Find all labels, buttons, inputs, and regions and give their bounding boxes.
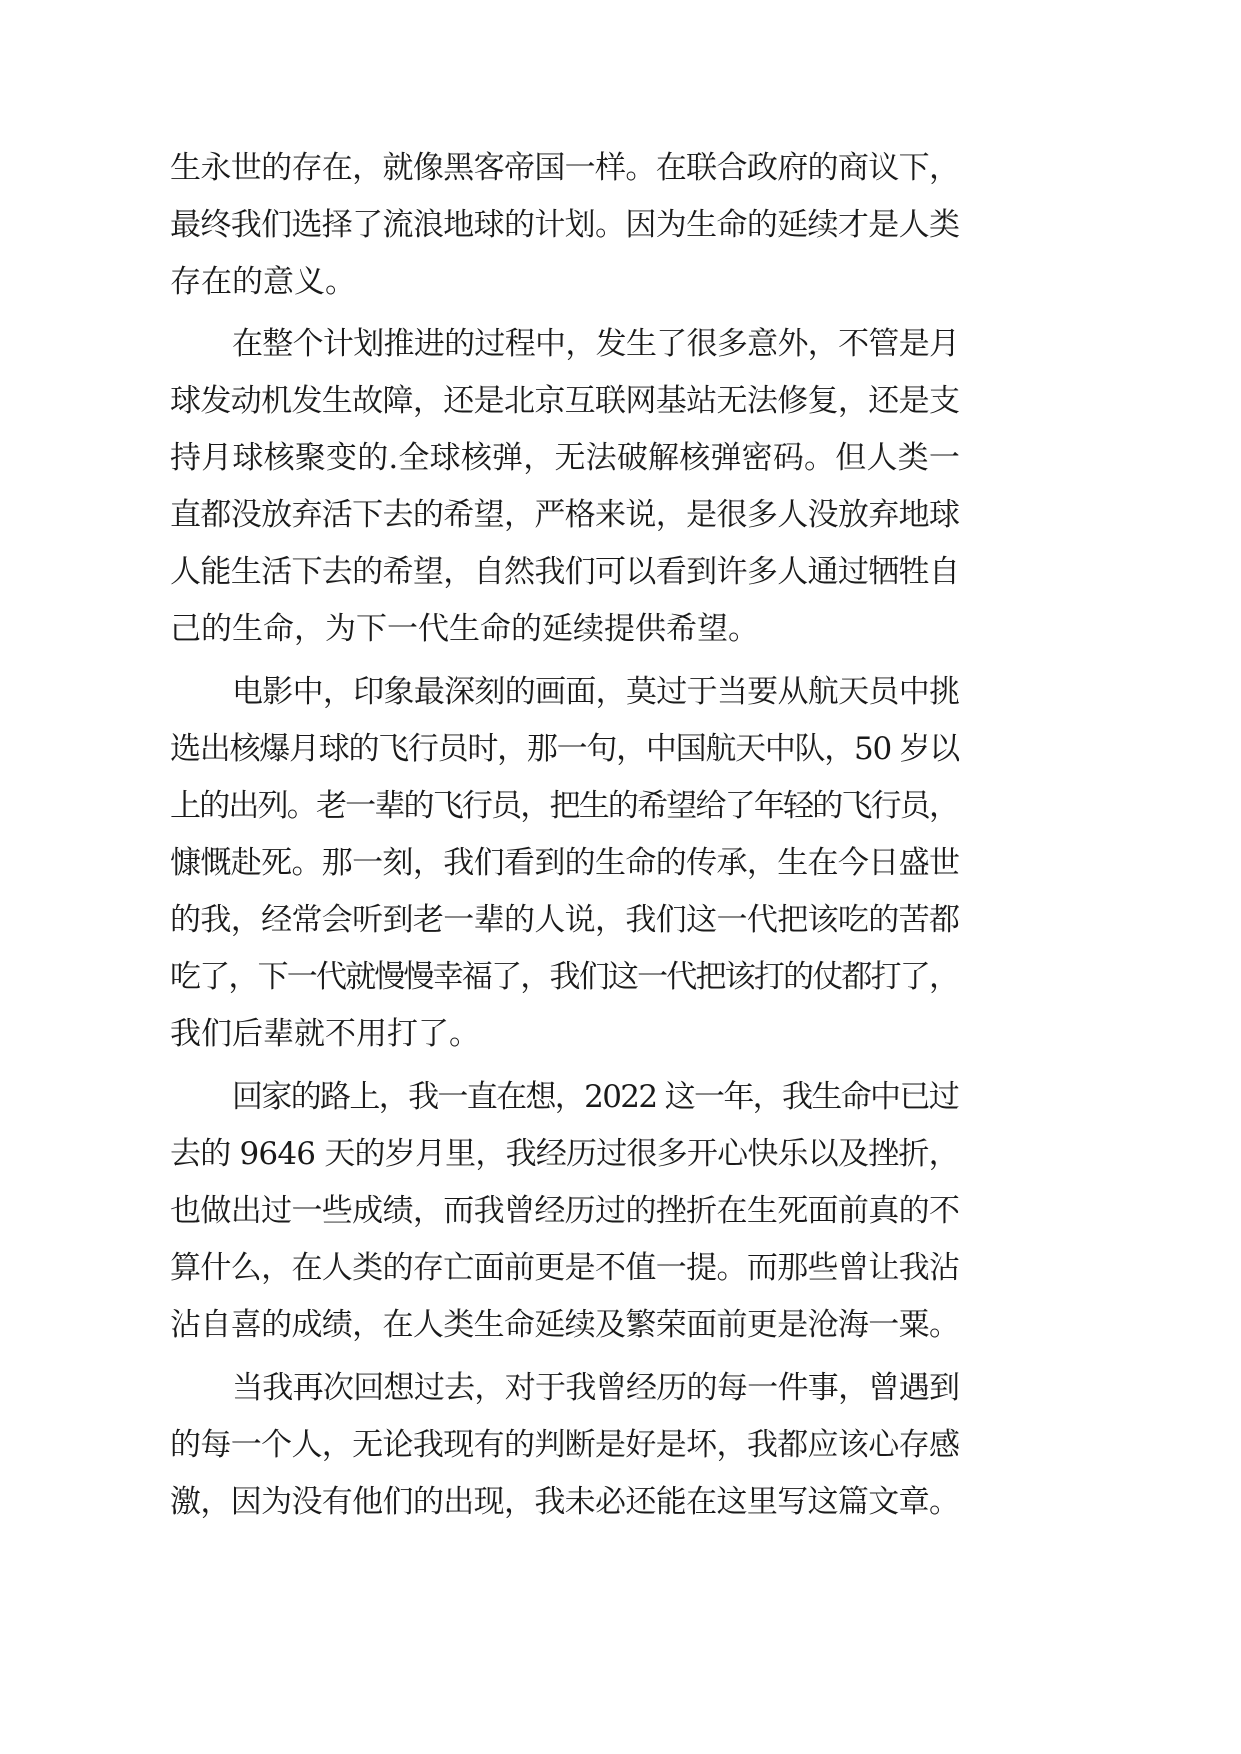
text-line: 球发动机发生故障，还是北京互联网基站无法修复，还是支 xyxy=(170,383,960,419)
paragraph-first-line: 回家的路上，我一直在想，2022 这一年，我生命中已过 xyxy=(232,1079,959,1115)
text-line: 的每一个人，无论我现有的判断是好是坏，我都应该心存感 xyxy=(170,1427,960,1463)
text-line: 沾自喜的成绩，在人类生命延续及繁荣面前更是沧海一粟。 xyxy=(170,1307,960,1343)
text-line: 直都没放弃活下去的希望，严格来说，是很多人没放弃地球 xyxy=(170,497,960,533)
text-line: 的我，经常会听到老一辈的人说，我们这一代把该吃的苦都 xyxy=(170,902,960,938)
text-line: 己的生命，为下一代生命的延续提供希望。 xyxy=(170,611,759,647)
text-line: 上的出列。老一辈的飞行员，把生的希望给了年轻的飞行员， xyxy=(170,788,959,824)
paragraph-first-line: 当我再次回想过去，对于我曾经历的每一件事，曾遇到 xyxy=(232,1370,960,1406)
text-line: 生永世的存在，就像黑客帝国一样。在联合政府的商议下， xyxy=(170,150,960,186)
text-line: 激，因为没有他们的出现，我未必还能在这里写这篇文章。 xyxy=(170,1484,960,1520)
text-line: 去的 9646 天的岁月里，我经历过很多开心快乐以及挫折， xyxy=(170,1136,959,1172)
text-line: 慷慨赴死。那一刻，我们看到的生命的传承，生在今日盛世 xyxy=(170,845,960,881)
text-line: 我们后辈就不用打了。 xyxy=(170,1016,480,1052)
text-line: 最终我们选择了流浪地球的计划。因为生命的延续才是人类 xyxy=(170,207,960,243)
text-line: 选出核爆月球的飞行员时，那一句，中国航天中队，50 岁以 xyxy=(170,731,960,767)
paragraph-first-line: 电影中，印象最深刻的画面，莫过于当要从航天员中挑 xyxy=(232,674,960,710)
text-line: 吃了，下一代就慢慢幸福了，我们这一代把该打的仗都打了， xyxy=(170,959,959,995)
text-line: 人能生活下去的希望，自然我们可以看到许多人通过牺牲自 xyxy=(170,554,960,590)
paragraph-first-line: 在整个计划推进的过程中，发生了很多意外，不管是月 xyxy=(232,326,960,362)
text-line: 也做出过一些成绩，而我曾经历过的挫折在生死面前真的不 xyxy=(170,1193,960,1229)
text-line: 持月球核聚变的.全球核弹，无法破解核弹密码。但人类一 xyxy=(170,440,961,476)
text-line: 存在的意义。 xyxy=(170,264,356,300)
text-line: 算什么，在人类的存亡面前更是不值一提。而那些曾让我沾 xyxy=(170,1250,960,1286)
